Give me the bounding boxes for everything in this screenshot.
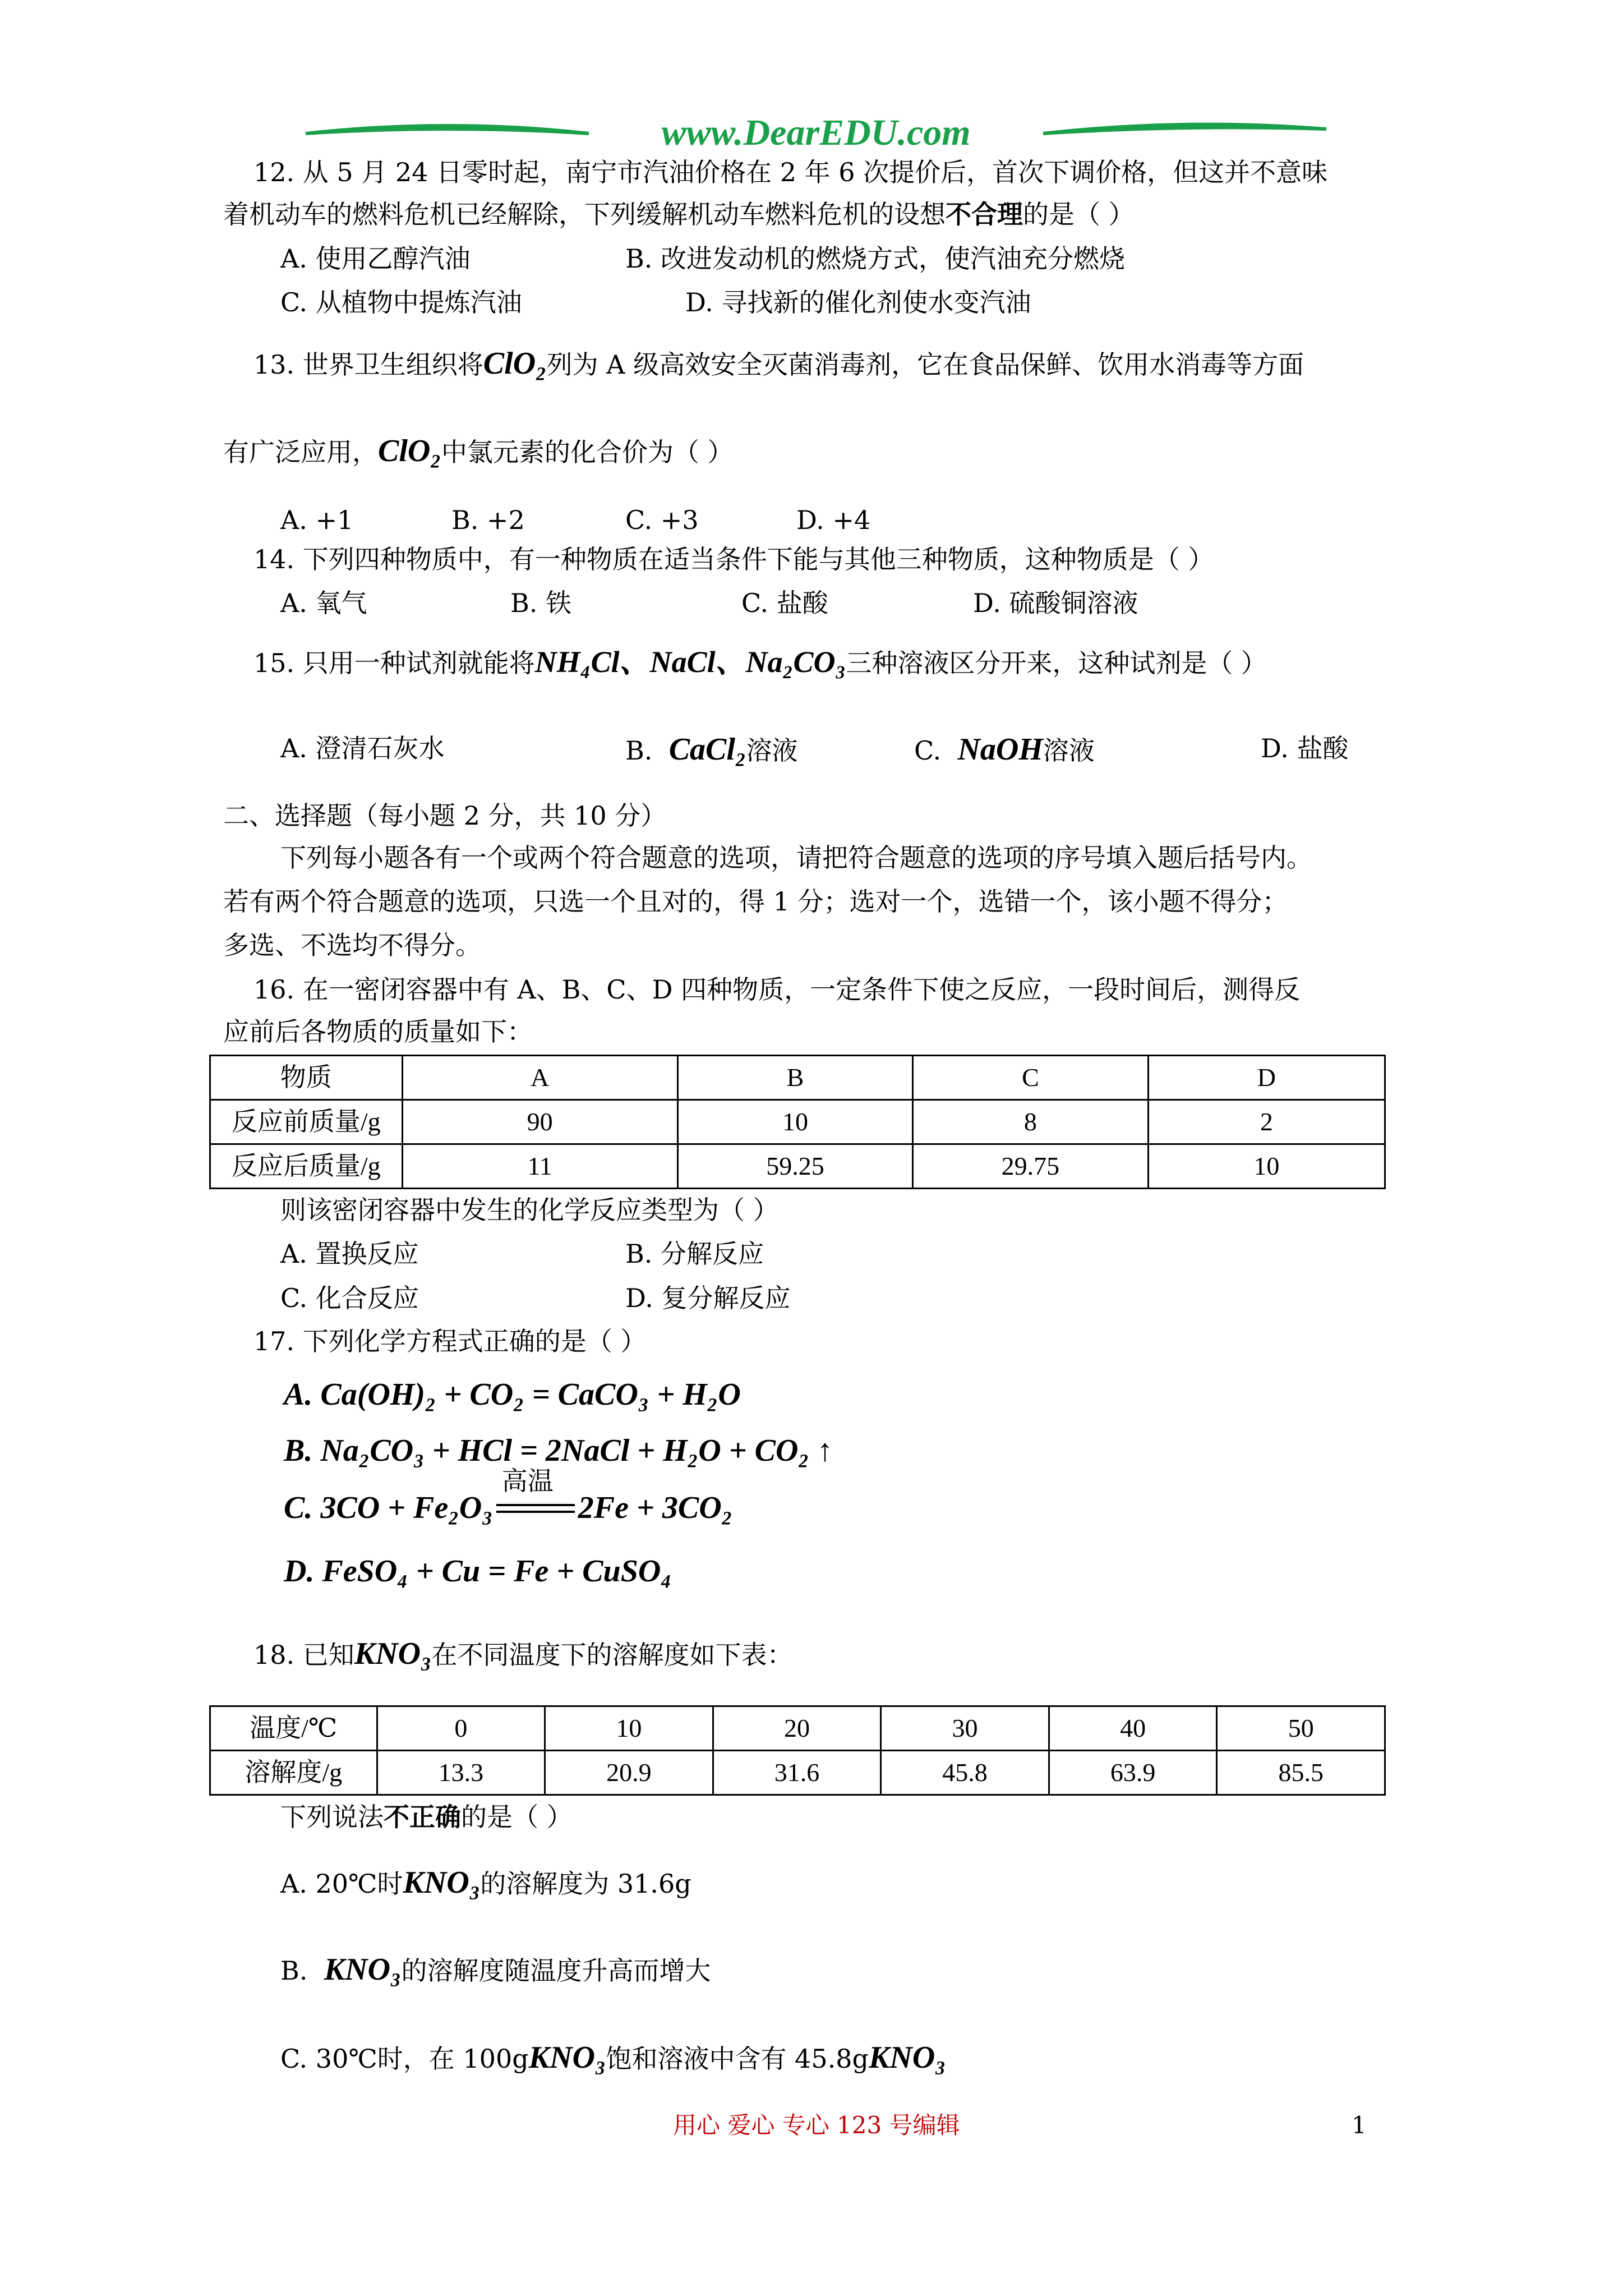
q16-option-d: D. 复分解反应 bbox=[625, 1283, 791, 1313]
q14-option-a: A. 氧气 bbox=[280, 588, 367, 618]
q12-option-c: C. 从植物中提炼汽油 bbox=[280, 287, 522, 318]
table-cell: 8 bbox=[913, 1100, 1148, 1144]
section2-title: 二、选择题（每小题 2 分，共 10 分） bbox=[223, 800, 667, 831]
table-cell: 物质 bbox=[210, 1056, 403, 1100]
formula-reagents: NH₄Cl、NaCl、Na₂CO₃ bbox=[534, 645, 846, 679]
table-cell: 10 bbox=[677, 1100, 912, 1144]
q14-option-b: B. 铁 bbox=[510, 588, 572, 618]
q12-option-d: D. 寻找新的催化剂使水变汽油 bbox=[685, 287, 1031, 318]
section2-instruction-1: 下列每小题各有一个或两个符合题意的选项，请把符合题意的选项的序号填入题后括号内。 bbox=[280, 843, 1312, 873]
q15-option-a: A. 澄清石灰水 bbox=[280, 733, 445, 763]
q17-equation-b: B. Na₂CO₃ + HCl = 2NaCl + H₂O + CO₂ ↑ bbox=[284, 1433, 833, 1468]
table-cell: A bbox=[402, 1056, 677, 1100]
q15-option-c: C. NaOH溶液 bbox=[914, 732, 1095, 767]
table-cell: 11 bbox=[402, 1144, 677, 1189]
table-cell: C bbox=[913, 1056, 1148, 1100]
site-logo: www.DearEDU.com bbox=[661, 112, 971, 153]
table-row bbox=[210, 1056, 1385, 1100]
q16-line2: 应前后各物质的质量如下： bbox=[223, 1016, 533, 1047]
table-cell: 40 bbox=[1049, 1706, 1217, 1751]
table-cell: 20 bbox=[713, 1706, 881, 1751]
table-cell: 31.6 bbox=[713, 1751, 881, 1795]
q13-line2: 有广泛应用，ClO₂中氯元素的化合价为（ ） bbox=[223, 434, 734, 468]
q15-line1: 15. 只用一种试剂就能将NH₄Cl、NaCl、Na₂CO₃三种溶液区分开来，这种试剂是（ ） bbox=[253, 645, 1267, 679]
formula-kno3: KNO₃ bbox=[354, 1636, 432, 1671]
table-cell: 59.25 bbox=[677, 1144, 912, 1189]
table-cell: 13.3 bbox=[377, 1751, 545, 1795]
q16-option-c: C. 化合反应 bbox=[280, 1283, 419, 1313]
table-row bbox=[210, 1751, 1385, 1795]
q16-option-a: A. 置换反应 bbox=[280, 1239, 419, 1269]
footer-text: 用心 爱心 专心 123 号编辑 bbox=[673, 2111, 960, 2139]
table-cell: 50 bbox=[1217, 1706, 1385, 1751]
q16-line1: 16. 在一密闭容器中有 A、B、C、D 四种物质，一定条件下使之反应，一段时间后，测得反 bbox=[253, 974, 1301, 1005]
q12-line1: 12. 从 5 月 24 日零时起，南宁市汽油价格在 2 年 6 次提价后，首次下调价格，但这并不意味 bbox=[253, 157, 1328, 187]
q14-option-c: C. 盐酸 bbox=[741, 588, 828, 618]
table-cell: 2 bbox=[1148, 1100, 1385, 1144]
table-cell: 29.75 bbox=[913, 1144, 1148, 1189]
table-cell: 反应前质量/g bbox=[210, 1100, 403, 1144]
reaction-condition: 高温 bbox=[501, 1466, 554, 1497]
table-cell: D bbox=[1148, 1056, 1385, 1100]
q15-option-d: D. 盐酸 bbox=[1261, 733, 1349, 763]
table-cell: 0 bbox=[377, 1706, 545, 1751]
table-row bbox=[210, 1144, 1385, 1189]
q17-equation-a: A. Ca(OH)₂ + CO₂ = CaCO₃ + H₂O bbox=[284, 1377, 741, 1412]
table-cell: 10 bbox=[1148, 1144, 1385, 1189]
q18-prompt: 下列说法不正确的是（ ） bbox=[280, 1802, 573, 1832]
q13-option-d: D. +4 bbox=[796, 505, 871, 535]
section2-instruction-3: 多选、不选均不得分。 bbox=[223, 930, 481, 960]
q13-option-b: B. +2 bbox=[451, 505, 525, 535]
table-cell: B bbox=[677, 1056, 912, 1100]
table-cell: 10 bbox=[545, 1706, 713, 1751]
table-cell: 20.9 bbox=[545, 1751, 713, 1795]
table-row bbox=[210, 1706, 1385, 1751]
q17-equation-c: C. 3CO + Fe₂O₃ 高温 2Fe + 3CO₂ bbox=[284, 1466, 733, 1525]
table-row bbox=[210, 1100, 1385, 1144]
table-cell: 温度/℃ bbox=[210, 1706, 377, 1751]
q13-option-a: A. +1 bbox=[280, 505, 354, 535]
q18-option-b: B. KNO₃的溶解度随温度升高而增大 bbox=[280, 1952, 711, 1987]
q12-option-a: A. 使用乙醇汽油 bbox=[280, 243, 471, 274]
q12-line2: 着机动车的燃料危机已经解除，下列缓解机动车燃料危机的设想不合理的是（ ） bbox=[223, 199, 1135, 229]
q18-option-c: C. 30℃时，在 100gKNO₃饱和溶液中含有 45.8gKNO₃ bbox=[280, 2040, 946, 2075]
q13-line1: 13. 世界卫生组织将ClO₂列为 A 级高效安全灭菌消毒剂，它在食品保鲜、饮用水消毒等方面 bbox=[253, 346, 1304, 381]
header-banner bbox=[303, 112, 1329, 163]
q15-option-b: B. CaCl₂溶液 bbox=[625, 732, 798, 767]
q18-solubility-table bbox=[209, 1705, 1386, 1796]
q17-equation-d: D. FeSO₄ + Cu = Fe + CuSO₄ bbox=[284, 1554, 672, 1589]
table-cell: 45.8 bbox=[881, 1751, 1049, 1795]
section2-instruction-2: 若有两个符合题意的选项，只选一个且对的，得 1 分；选对一个，选错一个，该小题不得分； bbox=[223, 886, 1288, 917]
formula-clo2: ClO₂ bbox=[378, 434, 441, 468]
table-cell: 63.9 bbox=[1049, 1751, 1217, 1795]
q14-option-d: D. 硫酸铜溶液 bbox=[973, 588, 1138, 618]
table-cell: 85.5 bbox=[1217, 1751, 1385, 1795]
formula-clo2: ClO₂ bbox=[483, 346, 547, 381]
q18-line1: 18. 已知KNO₃在不同温度下的溶解度如下表： bbox=[253, 1636, 793, 1671]
table-cell: 30 bbox=[881, 1706, 1049, 1751]
q14-line1: 14. 下列四种物质中，有一种物质在适当条件下能与其他三种物质，这种物质是（ ） bbox=[253, 544, 1214, 574]
q17-line1: 17. 下列化学方程式正确的是（ ） bbox=[253, 1326, 647, 1356]
q16-mass-table bbox=[209, 1055, 1386, 1189]
table-cell: 溶解度/g bbox=[210, 1751, 377, 1795]
q18-option-a: A. 20℃时KNO₃的溶解度为 31.6g bbox=[280, 1865, 691, 1900]
page-number: 1 bbox=[1352, 2111, 1367, 2139]
q16-option-b: B. 分解反应 bbox=[625, 1239, 764, 1269]
table-cell: 反应后质量/g bbox=[210, 1144, 403, 1189]
table-cell: 90 bbox=[402, 1100, 677, 1144]
double-equals-line bbox=[496, 1504, 575, 1513]
q16-prompt: 则该密闭容器中发生的化学反应类型为（ ） bbox=[280, 1195, 779, 1225]
q13-option-c: C. +3 bbox=[625, 505, 699, 535]
q12-option-b: B. 改进发动机的燃烧方式，使汽油充分燃烧 bbox=[625, 243, 1126, 274]
